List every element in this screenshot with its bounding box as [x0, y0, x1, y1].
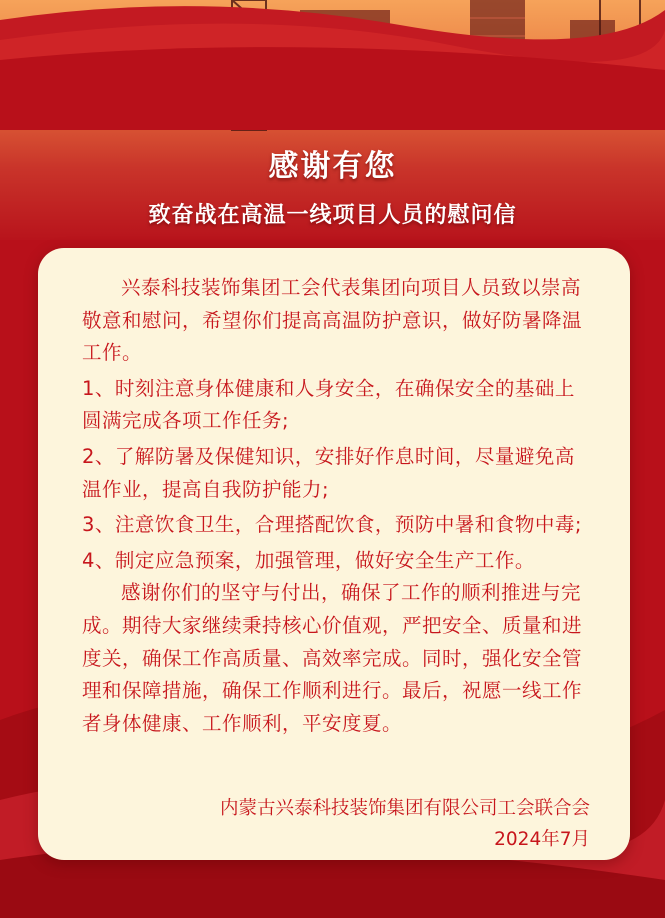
- letter-date: 2024年7月: [494, 829, 590, 850]
- page-subtitle: 致奋战在高温一线项目人员的慰问信: [148, 203, 517, 228]
- letter-card: [38, 248, 630, 860]
- letter-item-3: 3、注意饮食卫生，合理搭配饮食，预防中暑和食物中毒;: [82, 513, 582, 537]
- letter-item-4: 4、制定应急预案，加强管理，做好安全生产工作。: [82, 548, 535, 572]
- page-title: 感谢有您: [268, 149, 397, 184]
- letter-item-2: 2、了解防暑及保健知识，安排好作息时间，尽量避免高温作业，提高自我防护能力;: [82, 444, 575, 501]
- letter-closing: 感谢你们的坚守与付出，确保了工作的顺利推进与完成。期待大家继续秉持核心价值观，严把安全、质量和进度关，确保工作高质量、高效率完成。同时，强化安全管理和保障措施，确保工作顺利进行。最后，祝愿一线工作者身体健康、工作顺利，平安度夏。: [82, 581, 583, 735]
- letter-signature: 内蒙古兴泰科技装饰集团有限公司工会联合会: [219, 798, 590, 819]
- red-ribbon-decoration: [0, 0, 665, 130]
- letter-item-1: 1、时刻注意身体健康和人身安全，在确保安全的基础上圆满完成各项工作任务;: [82, 376, 575, 433]
- letter-signoff: [220, 793, 590, 855]
- letter-intro: 兴泰科技装饰集团工会代表集团向项目人员致以崇高敬意和慰问，希望你们提高高温防护意识，做好防暑降温工作。: [82, 276, 583, 365]
